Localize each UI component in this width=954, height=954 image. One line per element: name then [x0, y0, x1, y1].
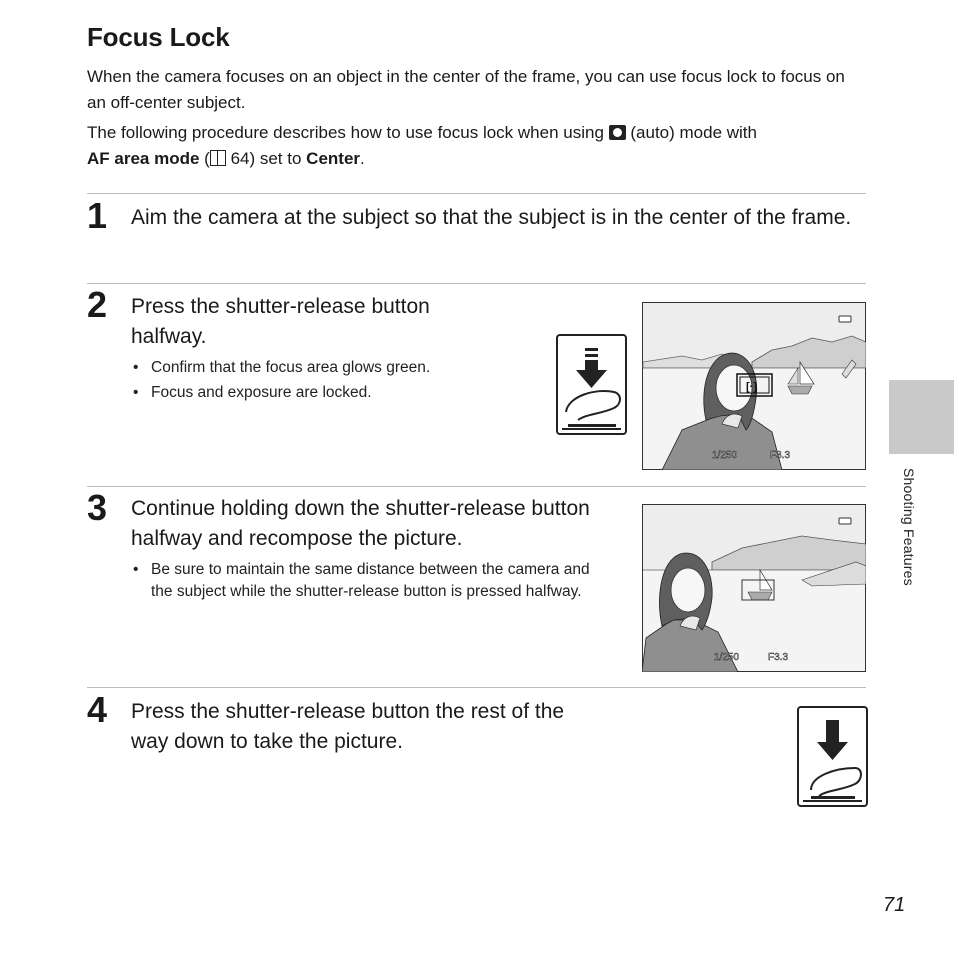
intro-p2-part2: (auto) mode with — [630, 123, 757, 142]
center-term: Center — [306, 149, 361, 168]
camera-screen-step-2 — [642, 302, 866, 470]
step-4-number: 4 — [87, 689, 108, 730]
af-area-mode-term: AF area mode — [87, 149, 200, 168]
aperture-readout: F3.3 — [768, 652, 789, 663]
step-1-text: Aim the camera at the subject so that the subject is in the center of the frame. — [131, 206, 852, 229]
intro-p2-ref: 64) set to — [230, 149, 302, 168]
step-3-bullets — [131, 559, 611, 606]
list-item: • Confirm that the focus area glows green. — [131, 357, 531, 379]
camera-auto-icon — [609, 125, 626, 140]
step-2-bullets — [131, 357, 531, 407]
divider — [87, 193, 866, 194]
shutter-full-press-icon — [797, 706, 868, 807]
step-3-number: 3 — [87, 487, 108, 528]
intro-paragraph-1: When the camera focuses on an object in the center of the frame, you can use focus lock to focus on an off-center subject. — [87, 67, 845, 112]
camera-screen-step-3 — [642, 504, 866, 672]
shutter-half-press-icon — [556, 334, 627, 435]
step-3-text: Continue holding down the shutter-release button halfway and recompose the picture. — [131, 497, 590, 550]
page-number: 71 — [883, 894, 906, 916]
step-4-text: Press the shutter-release button the rest of the way down to take the picture. — [131, 700, 565, 753]
page-title: Focus Lock — [87, 22, 230, 52]
step-2-text: Press the shutter-release button halfway. — [131, 295, 430, 348]
divider — [87, 687, 866, 688]
step-1-number: 1 — [87, 195, 108, 236]
divider — [87, 283, 866, 284]
list-item: • Be sure to maintain the same distance between the camera and the subject while the shutter-release button is pressed halfway. — [131, 559, 611, 603]
list-item: • Focus and exposure are locked. — [131, 382, 531, 404]
svg-text:[·]: [·] — [746, 381, 757, 393]
shutter-speed-readout: 1/250 — [712, 450, 738, 461]
book-reference-icon — [210, 150, 226, 166]
chapter-tab — [889, 380, 954, 454]
aperture-readout: F3.3 — [770, 450, 791, 461]
intro-p2-part1: The following procedure describes how to use focus lock when using — [87, 123, 604, 142]
intro-p2-end: . — [360, 149, 365, 168]
step-2-number: 2 — [87, 284, 108, 325]
intro-paragraph-2: The following procedure describes how to use focus lock when using (auto) mode with AF area mode ( 64) set to Center. — [87, 123, 757, 168]
divider — [87, 486, 866, 487]
chapter-label: Shooting Features — [901, 468, 917, 586]
shutter-speed-readout: 1/250 — [714, 652, 740, 663]
